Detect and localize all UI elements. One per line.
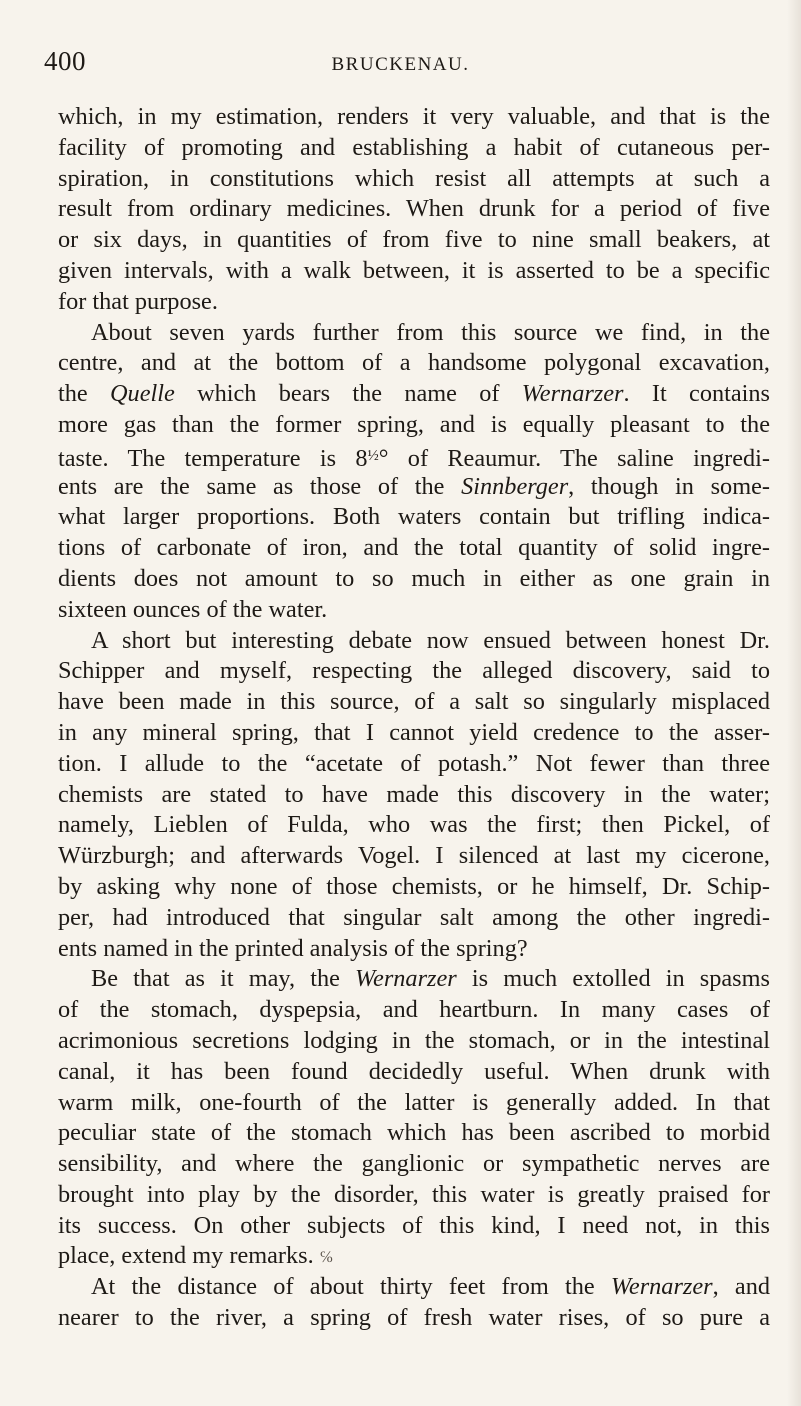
text-line: sixteen ounces of the water. (58, 595, 328, 623)
text-line: spiration, in constitutions which resist all attempts at such a (58, 164, 770, 192)
text-line: have been made in this source, of a salt so singularly misplaced (58, 688, 770, 716)
text-line: tion. I allude to the “acetate of potash.” Not fewer than three (58, 749, 770, 777)
text-run: place, extend my remarks. (58, 1242, 314, 1270)
text-run: taste. The temperature is 8 (58, 444, 368, 472)
text-line: centre, and at the bottom of a handsome polygonal excavation, (58, 349, 770, 377)
text-run: is much extolled in spasms (456, 965, 770, 993)
text-line (58, 379, 770, 410)
text-line: tions of carbonate of iron, and the total quantity of solid ingre- (58, 534, 770, 562)
italic-term: Wernarzer (355, 965, 457, 993)
text-line: namely, Lieblen of Fulda, who was the first; then Pickel, of (58, 811, 770, 839)
text-line: or six days, in quantities of from five to nine small beakers, at (58, 226, 770, 254)
text-run: ents are the same as those of the (58, 472, 462, 500)
italic-term: Quelle (110, 380, 175, 408)
text-run: which bears the name of (174, 380, 522, 408)
italic-term: Wernarzer (521, 380, 624, 408)
text-line: its success. On other subjects of this kind, I need not, in this (58, 1211, 770, 1239)
text-line: ents named in the printed analysis of the spring? (58, 934, 528, 962)
text-run: the (58, 380, 110, 408)
text-line: dients does not amount to so much in either as one grain in (58, 564, 770, 592)
printer-mark: ℅ (319, 1249, 334, 1267)
text-line (58, 1272, 770, 1303)
text-line: what larger proportions. Both waters contain but trifling indica- (58, 503, 770, 531)
text-line: acrimonious secretions lodging in the stomach, or in the intestinal (58, 1026, 770, 1054)
text-line: given intervals, with a walk between, it is asserted to be a specific (58, 256, 770, 284)
running-title: BRUCKENAU. (331, 54, 470, 75)
text-run: . It contains (623, 380, 770, 408)
text-line: brought into play by the disorder, this water is greatly praised for (58, 1180, 770, 1208)
italic-term: Wernarzer (610, 1273, 713, 1301)
text-line: chemists are stated to have made this discovery in the water; (58, 780, 770, 808)
text-line: which, in my estimation, renders it very valuable, and that is the (58, 103, 770, 130)
text-line: Schipper and myself, respecting the alleged discovery, said to (58, 657, 770, 685)
italic-term: Sinnberger (461, 472, 569, 500)
text-line: About seven yards further from this source we find, in the (91, 318, 770, 346)
text-line: per, had introduced that singular salt among the other ingredi- (58, 903, 770, 931)
text-run: Be that as it may, the (91, 965, 356, 993)
text-line: peculiar state of the stomach which has been ascribed to morbid (58, 1119, 770, 1147)
page-number: 400 (44, 46, 86, 76)
text-line: nearer to the river, a spring of fresh water rises, of so pure a (58, 1304, 770, 1332)
text-line (58, 964, 770, 995)
fraction: ½ (367, 447, 379, 464)
text-line (58, 472, 770, 503)
text-line: warm milk, one-fourth of the latter is generally added. In that (58, 1088, 770, 1116)
page-edge-shadow (787, 0, 801, 1406)
text-line: Würzburgh; and afterwards Vogel. I silenced at last my cicerone, (58, 842, 770, 870)
text-run: ° of Reaumur. The saline ingredi- (378, 444, 770, 472)
text-line: in any mineral spring, that I cannot yield credence to the asser- (58, 718, 770, 746)
text-run: , and (712, 1273, 771, 1301)
text-line: A short but interesting debate now ensued between honest Dr. (91, 626, 770, 654)
text-line: sensibility, and where the ganglionic or sympathetic nerves are (58, 1150, 770, 1178)
text-run: At the distance of about thirty feet from the (91, 1273, 611, 1301)
text-line: for that purpose. (58, 287, 218, 315)
body-text (58, 102, 770, 1334)
text-line (58, 441, 770, 472)
text-line: by asking why none of those chemists, or he himself, Dr. Schip- (58, 872, 770, 900)
text-line: result from ordinary medicines. When drunk for a period of five (58, 195, 770, 223)
text-line: facility of promoting and establishing a habit of cutaneous per- (58, 133, 770, 161)
text-line: of the stomach, dyspepsia, and heartburn. In many cases of (58, 996, 770, 1024)
text-line: canal, it has been found decidedly useful. When drunk with (58, 1057, 770, 1085)
text-line (58, 1241, 770, 1272)
text-line: more gas than the former spring, and is equally pleasant to the (58, 410, 770, 438)
text-run: , though in some- (568, 472, 770, 500)
